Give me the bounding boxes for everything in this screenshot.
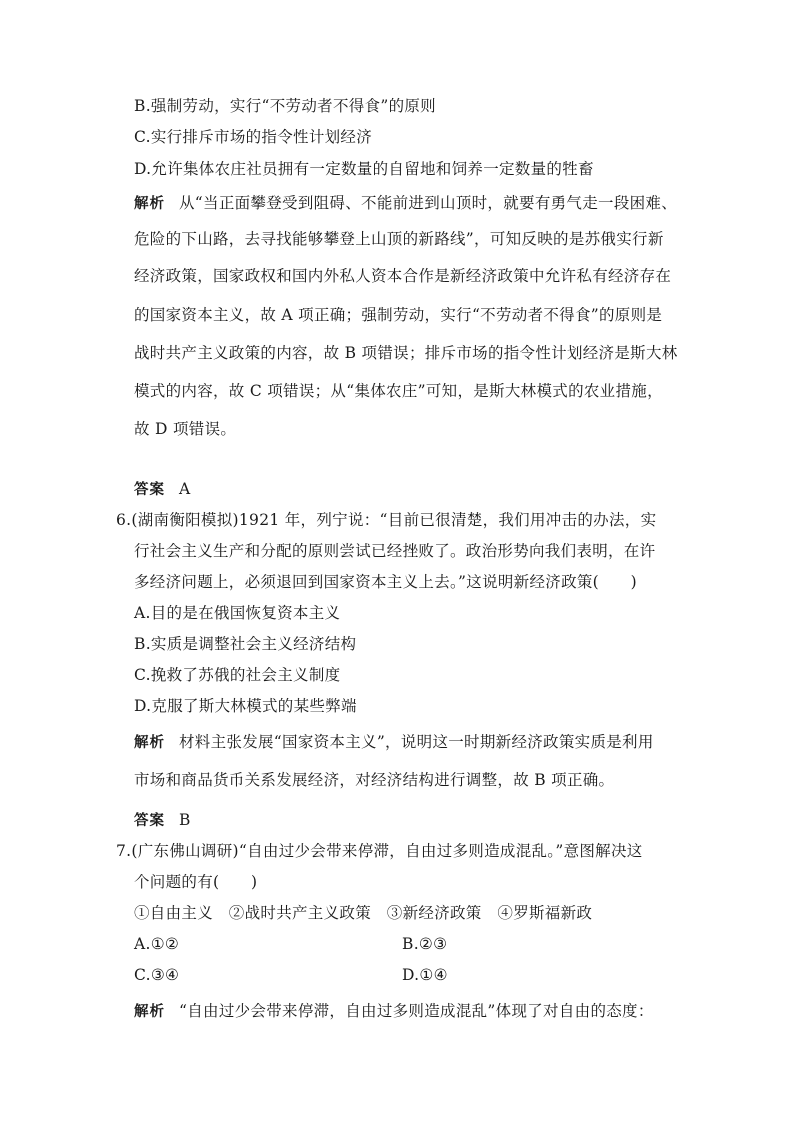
q6-stem-line-1: 6.(湖南衡阳模拟)1921 年，列宁说：“目前已很清楚，我们用冲击的办法，实: [116, 511, 657, 529]
answer-label: 答案: [134, 813, 165, 829]
q5-analysis-line-7: 故 D 项错误。: [134, 420, 237, 438]
answer-label: 答案: [134, 482, 165, 498]
q6-option-a: A.目的是在俄国恢复资本主义: [134, 604, 341, 622]
q7-option-b: B.②③: [402, 935, 448, 953]
q7-stem-line-1: 7.(广东佛山调研)“自由过少会带来停滞，自由过多则造成混乱。”意图解决这: [116, 842, 643, 860]
q7-option-c: C.③④: [134, 966, 180, 984]
q5-option-d: D.允许集体农庄社员拥有一定数量的自留地和饲养一定数量的牲畜: [134, 160, 594, 178]
answer-value: B: [179, 811, 191, 829]
q6-stem-line-3: 多经济问题上，必须退回到国家资本主义上去。”这说明新经济政策( ): [134, 573, 637, 591]
analysis-text: 从“当正面攀登受到阻碍、不能前进到山顶时，就要有勇气走一段困难、: [179, 194, 678, 212]
q7-stem-line-2: 个问题的有( ): [134, 873, 258, 891]
q7-items: ①自由主义 ②战时共产主义政策 ③新经济政策 ④罗斯福新政: [134, 904, 593, 922]
q6-option-b: B.实质是调整社会主义经济结构: [134, 635, 357, 653]
q5-analysis-line-4: 的国家资本主义，故 A 项正确；强制劳动，实行“不劳动者不得食”的原则是: [134, 306, 663, 324]
q6-analysis-line-1: [134, 732, 654, 753]
q5-option-b: B.强制劳动，实行“不劳动者不得食”的原则: [134, 97, 436, 115]
q5-option-c: C.实行排斥市场的指令性计划经济: [134, 128, 373, 146]
analysis-label: 解析: [134, 196, 165, 212]
q5-answer: [134, 479, 191, 500]
q7-analysis-line-1: [134, 1001, 654, 1022]
analysis-text: “自由过少会带来停滞，自由过多则造成混乱”体现了对自由的态度：: [179, 1002, 654, 1020]
q6-option-d: D.克服了斯大林模式的某些弊端: [134, 697, 357, 715]
q6-answer: [134, 810, 191, 831]
analysis-label: 解析: [134, 735, 165, 751]
q5-analysis-line-5: 战时共产主义政策的内容，故 B 项错误；排斥市场的指令性计划经济是斯大林: [134, 344, 678, 362]
q7-option-a: A.①②: [134, 935, 180, 953]
q5-analysis-line-3: 经济政策，国家政权和国内外私人资本合作是新经济政策中允许私有经济存在: [134, 267, 672, 285]
answer-value: A: [179, 480, 191, 498]
q6-analysis-line-2: 市场和商品货币关系发展经济，对经济结构进行调整，故 B 项正确。: [134, 771, 615, 789]
q6-stem-line-2: 行社会主义生产和分配的原则尝试已经挫败了。政治形势向我们表明，在许: [134, 542, 656, 560]
q6-option-c: C.挽救了苏俄的社会主义制度: [134, 666, 341, 684]
q5-analysis-line-2: 危险的下山路，去寻找能够攀登上山顶的新路线”，可知反映的是苏俄实行新: [134, 230, 664, 248]
q5-analysis-line-1: [134, 193, 677, 214]
q7-option-d: D.①④: [402, 966, 448, 984]
analysis-text: 材料主张发展“国家资本主义”，说明这一时期新经济政策实质是利用: [179, 733, 654, 751]
analysis-label: 解析: [134, 1004, 165, 1020]
q5-analysis-line-6: 模式的内容，故 C 项错误；从“集体农庄”可知，是斯大林模式的农业措施，: [134, 382, 663, 400]
